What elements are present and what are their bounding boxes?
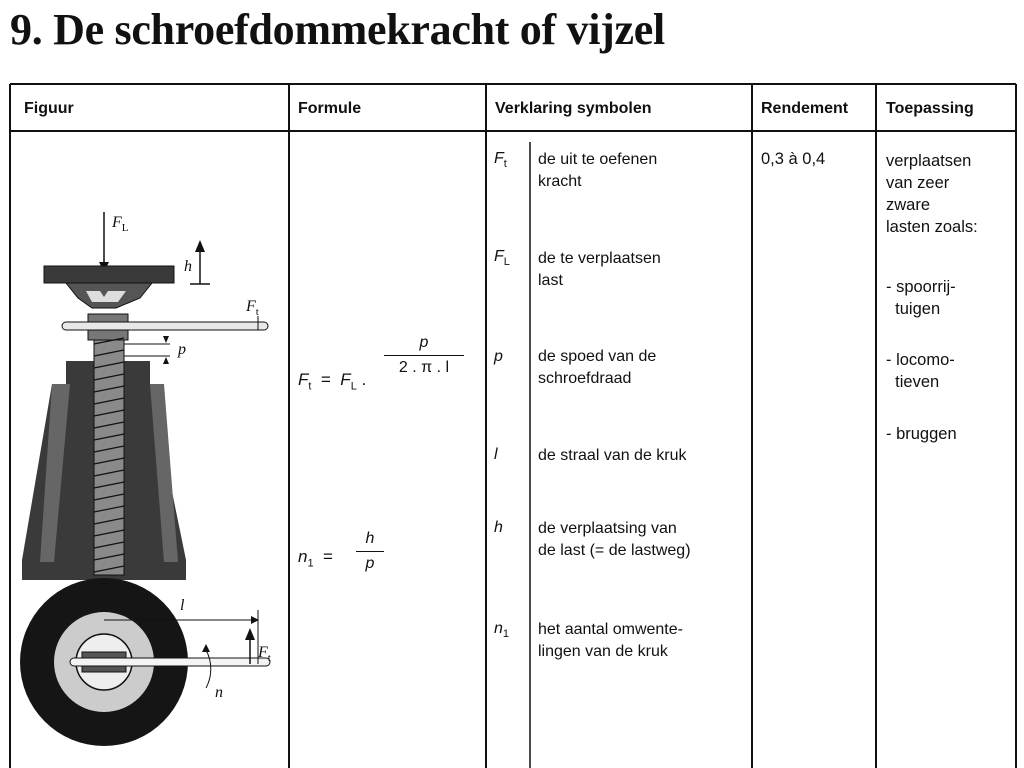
screw-jack-figure [12, 133, 288, 768]
formula-revolutions-fraction: h p [356, 530, 384, 573]
symbol-l-desc: de straal van de kruk [538, 447, 687, 464]
formula-force-fraction: p 2 . π . l [384, 334, 464, 377]
symbol-h-desc: de verplaatsing van de last (= de lastweg) [538, 520, 691, 559]
label-p: p [178, 341, 186, 358]
toepassing-text: verplaatsen van zeer zware lasten zoals: [886, 152, 978, 236]
label-ft: $F_t$ [246, 298, 259, 319]
label-n: n [215, 684, 223, 701]
symbol-ft: $F_t$ [494, 150, 507, 171]
formula-force: $F_t = F_L$ . [298, 370, 367, 393]
label-ft-bottom: $F_t$ [258, 644, 271, 665]
label-h: h [184, 258, 192, 275]
page-title: 9. De schroefdommekracht of vijzel [10, 5, 665, 54]
symbol-fl-desc: de te verplaatsen last [538, 250, 661, 289]
formula-revolutions: $n_1$ = [298, 547, 333, 570]
label-fl: $F_L$ [112, 214, 129, 235]
header-figuur: Figuur [24, 100, 74, 117]
header-toepassing: Toepassing [886, 100, 974, 117]
symbol-n1: $n_1$ [494, 620, 510, 641]
header-rendement: Rendement [761, 100, 849, 117]
rendement-value: 0,3 à 0,4 [761, 150, 826, 168]
label-l: l [180, 597, 185, 614]
header-verklaring: Verklaring symbolen [495, 100, 652, 117]
toepassing-item-locomotieven: - locomo- tieven [886, 351, 955, 391]
symbol-ft-desc: de uit te oefenen kracht [538, 151, 658, 190]
symbol-fl: $F_L$ [494, 248, 510, 269]
symbol-h: h [494, 519, 503, 536]
symbol-p-desc: de spoed van de schroefdraad [538, 348, 657, 387]
symbol-l: l [494, 446, 498, 463]
header-formule: Formule [298, 100, 362, 117]
toepassing-item-spoorrijtuigen: - spoorrij- tuigen [886, 278, 956, 318]
toepassing-item-bruggen: - bruggen [886, 425, 957, 443]
symbol-p: p [494, 348, 503, 365]
symbol-n1-desc: het aantal omwente- lingen van de kruk [538, 621, 683, 660]
